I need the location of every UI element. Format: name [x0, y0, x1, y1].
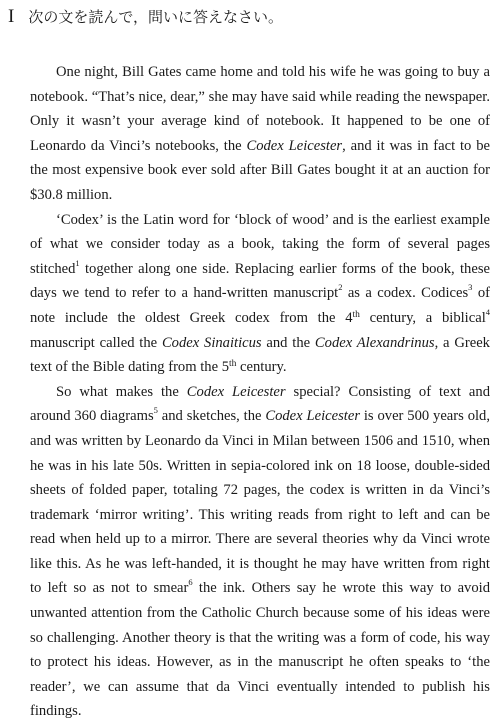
passage-paragraph — [30, 208, 490, 380]
book-title: Codex Alexandrinus — [314, 334, 435, 351]
text-run: is over 500 years old, and was written by Leonardo da Vinci in Milan between 1506 and 1510, when he was in his late 50s. Written in sepia-colored ink on 18 loose, double-sided sheets of folded paper, totaling 72 pages, the codex is written in da Vinci’s trademark ‘mirror writing’. This writing reads from right to left and can be read when held up to a mirror. There are several theories why da Vinci wrote like this. As he was left-handed, it is thought he may have written from right to left so as not to smear — [30, 408, 490, 597]
text-run: the ink. Others say he wrote this way to avoid unwanted attention from the Catholic Church because some of his ideas were so challenging. Another theory is that the writing was a form of code, his way to protect his ideas. However, as in the manuscript he often speaks to ‘the reader’, we can assume that da Vinci eventually intended to publish his findings. — [30, 580, 490, 720]
text-run: , and it was in fact to be the most expensive book ever sold after Bill Gates bought it at an auction for $30.8 million. — [30, 137, 490, 203]
text-run: special? Consisting of text and around 360 diagrams — [30, 383, 490, 425]
ordinal-suffix: th — [352, 309, 360, 320]
ordinal-suffix: th — [229, 359, 237, 370]
text-run: of note include the oldest Greek codex from the 4 — [30, 285, 490, 326]
text-run: and the — [261, 334, 315, 351]
text-run: century, a biblical — [359, 309, 486, 326]
text-run: ‘Codex’ is the Latin word for ‘block of wood’ and is the earliest example of what we consider today as a book, taking the form of several pages stitched — [30, 211, 490, 277]
book-title: Codex Leicester — [246, 137, 343, 154]
text-run: and sketches, the — [157, 408, 266, 425]
text-run: One night, Bill Gates came home and told his wife he was going to buy a notebook. “That’s nice, dear,” she may have said while reading the newspaper. Only it wasn’t your average kind of notebook. It happened to be one of Leonardo da Vinci’s notebooks, the — [30, 64, 490, 154]
footnote-marker: 4 — [485, 306, 490, 317]
footnote-marker: 5 — [153, 405, 158, 416]
reading-passage — [30, 60, 490, 724]
passage-paragraph — [30, 60, 490, 208]
passage-paragraph — [30, 380, 490, 724]
book-title: Codex Sinaiticus — [161, 334, 262, 351]
book-title: Codex Leicester — [265, 408, 361, 425]
text-run: as a codex. Codices — [342, 285, 469, 302]
text-run: manuscript called the — [30, 334, 162, 351]
footnote-marker: 2 — [338, 282, 343, 293]
text-run: , a Greek text of the Bible dating from the 5 — [30, 334, 490, 376]
footnote-marker: 3 — [468, 282, 473, 293]
section-numeral: I — [8, 6, 15, 27]
question-instruction: 次の文を読んで，問いに答えなさい。 — [28, 10, 284, 26]
text-run: together along one side. Replacing earlier forms of the book, these days we tend to refer to a hand-written manuscript — [30, 260, 490, 302]
text-run: century. — [236, 359, 287, 376]
footnote-marker: 1 — [75, 257, 80, 268]
question-header — [8, 4, 283, 31]
footnote-marker: 6 — [188, 577, 193, 588]
book-title: Codex Leicester — [186, 383, 286, 400]
text-run: So what makes the — [56, 383, 187, 400]
